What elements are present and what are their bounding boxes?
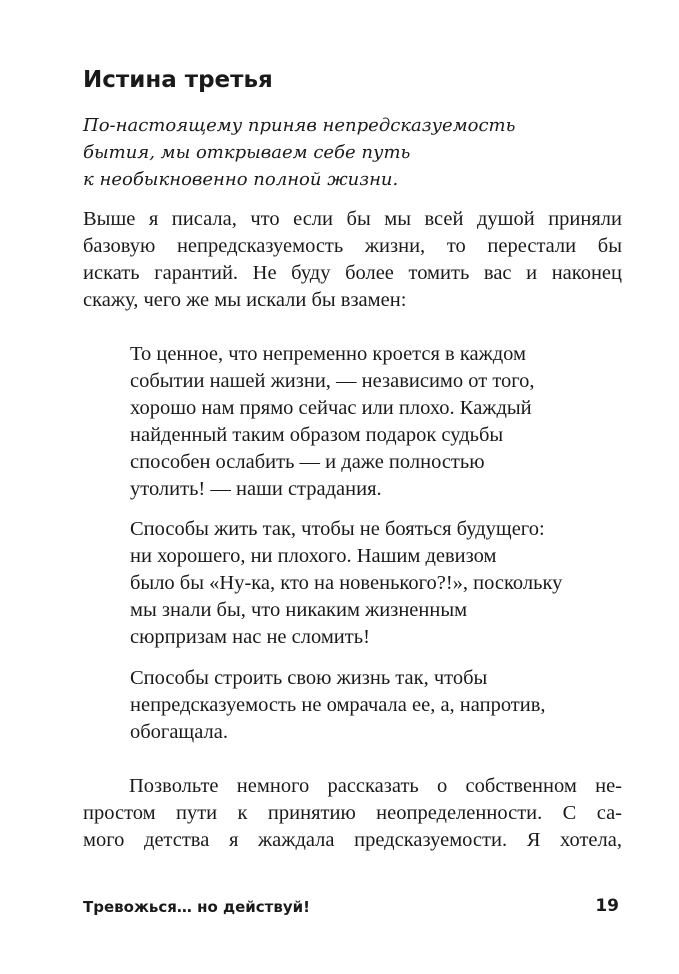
text-line: Способы жить так, чтобы не бояться будущего: (130, 518, 545, 540)
footer-book-title: Тревожься… но действуй! (83, 898, 310, 916)
epigraph-line: бытия, мы открываем себе путь (83, 142, 411, 163)
epigraph (83, 112, 553, 193)
text-line: хорошо нам прямо сейчас или плохо. Каждый (130, 397, 532, 419)
text-line: Способы строить свою жизнь так, чтобы (130, 667, 488, 689)
text-line: Позвольте немного рассказать о собственном не- (129, 775, 622, 797)
text-line: событии нашей жизни, — независимо от того, (130, 370, 535, 392)
intro-paragraph (83, 206, 622, 314)
epigraph-line: По-настоящему приняв непредсказуемость (83, 115, 516, 136)
quote-paragraph-1 (130, 341, 614, 503)
text-line: способен ослабить — и даже полностью (130, 451, 485, 473)
text-line: базовую непредсказуемость жизни, то перестали бы (83, 235, 622, 257)
text-line: То ценное, что непременно кроется в каждом (130, 343, 527, 365)
text-line: сюрпризам нас не сломить! (130, 626, 370, 648)
closing-paragraph (83, 773, 622, 854)
text-line: найденный таким образом подарок судьбы (130, 424, 504, 446)
text-line: искать гарантий. Не буду более томить вас и наконец (83, 262, 622, 284)
text-line: Выше я писала, что если бы мы всей душой приняли (83, 208, 622, 230)
text-line: обогащала. (130, 721, 228, 743)
text-line: мы знали бы, что никаким жизненным (130, 599, 468, 621)
text-line: утолить! — наши страдания. (130, 478, 382, 500)
text-line: мого детства я жаждала предсказуемости. Я хотела, (83, 829, 622, 851)
text-line: было бы «Ну-ка, кто на новенького?!», поскольку (130, 572, 563, 594)
epigraph-line: к необыкновенно полной жизни. (83, 169, 399, 190)
section-heading: Истина третья (83, 67, 273, 93)
page-number: 19 (595, 896, 619, 916)
text-line: скажу, чего же мы искали бы взамен: (83, 289, 407, 311)
quote-paragraph-3 (130, 665, 614, 746)
text-line: ни хорошего, ни плохого. Нашим девизом (130, 545, 497, 567)
quote-paragraph-2 (130, 516, 614, 651)
text-line: простом пути к принятию неопределенности. С са- (83, 802, 622, 824)
text-line: непредсказуемость не омрачала ее, а, напротив, (130, 694, 546, 716)
